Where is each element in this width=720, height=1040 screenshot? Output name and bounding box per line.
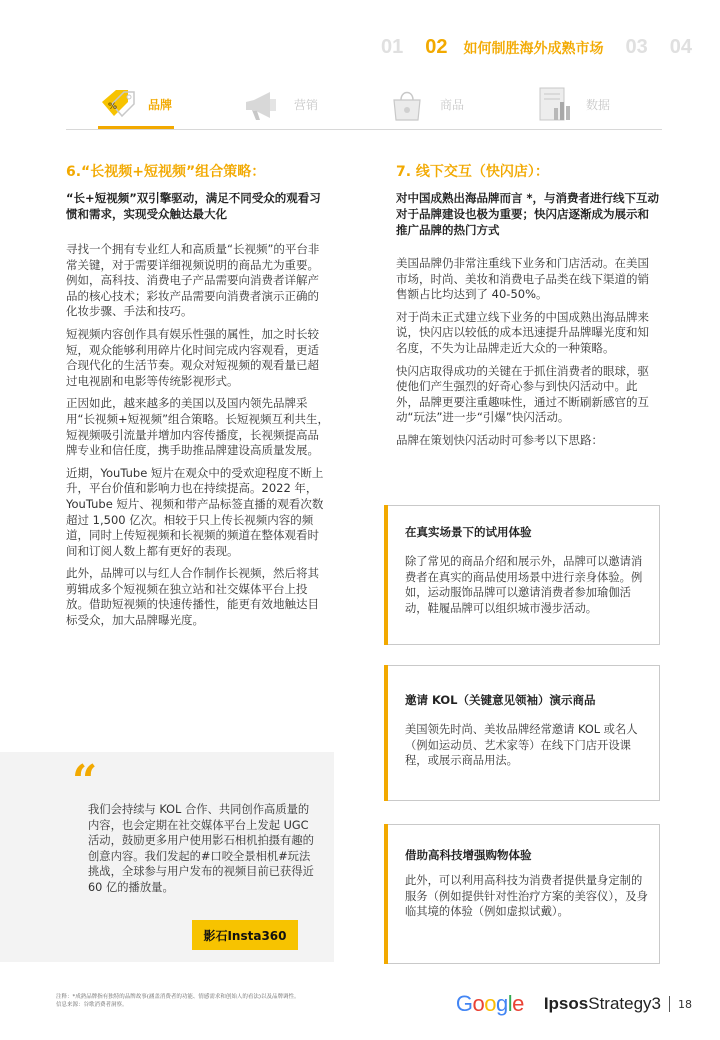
google-logo: Google xyxy=(455,991,524,1016)
idea-box-title: 邀请 KOL（关键意见领袖）演示商品 xyxy=(405,693,596,707)
paragraph: 对于尚未正式建立线下业务的中国成熟出海品牌来说，快闪店以较低的成本迅速提升品牌曝光度和知名度，不失为让品牌走近大众的一种策略。 xyxy=(396,309,649,355)
tab-products-label: 商品 xyxy=(440,97,465,112)
left-column xyxy=(66,162,330,629)
paragraph: 短视频内容创作具有娱乐性强的属性，加之时长较短，观众能够利用碎片化时间完成内容观看，更适合现代化的生活节奏。观众对短视频的观看量已超过电视剧和电影等传统影视形式。 xyxy=(66,326,319,388)
paragraph: 寻找一个拥有专业红人和高质量“长视频”的平台非常关键，对于需要详细视频说明的商品尤为重要。例如，高科技、消费电子产品需要向消费者详解产品的核心技术；彩妆产品需要向消费者演示正确的化妆步骤、手法和技巧。 xyxy=(66,242,320,319)
paragraph: 品牌在策划快闪活动时可参考以下思路： xyxy=(396,432,603,447)
paragraph: 此外，品牌可以与红人合作制作长视频，然后将其剪辑成多个短视频在独立站和社交媒体平台上投放。借助短视频的快速传播性，能更有效地触达目标受众，加大品牌曝光度。 xyxy=(66,566,319,628)
quote-mark-icon: “ xyxy=(72,756,98,807)
paragraph: 快闪店取得成功的关键在于抓住消费者的眼球，驱使他们产生强烈的好奇心参与到快闪活动中。此外，品牌更要注重趣味性，通过不断刷新感官的互动“玩法”进一步“引爆”快闪活动。 xyxy=(396,363,649,425)
bar-chart-icon xyxy=(532,84,578,124)
footnote-source: 信息来源：谷歌消费者洞察。 xyxy=(56,1002,128,1008)
chapter-02[interactable]: 02 xyxy=(425,36,448,58)
section-6-title: 6.“长视频+短视频”组合策略： xyxy=(66,164,266,180)
tab-brand-label: 品牌 xyxy=(148,97,173,112)
shopping-bag-icon xyxy=(386,84,432,124)
section-tabs xyxy=(66,78,662,130)
paragraph: 正因如此，越来越多的美国以及国内领先品牌采用“长视频+短视频”组合策略。长短视频互利共生，短视频吸引流量并增加内容传播度，长视频提高品牌专业和信任度，携手助推品牌建设高质量发展。 xyxy=(66,396,330,458)
idea-box-kol xyxy=(384,665,660,801)
quote-text: 我们会持续与 KOL 合作、共同创作高质量的内容，也会定期在社交媒体平台上发起 UGC 活动，鼓励更多用户使用影石相机拍摄有趣的创意内容。我们发起的#口咬全景相机#玩法挑战，全球参与用户发布的视频目前已获得近 60 亿的播放量。 xyxy=(88,803,314,894)
idea-box-body: 除了常见的商品介绍和展示外，品牌可以邀请消费者在真实的商品使用场景中进行亲身体验。例如，运动服饰品牌可以邀请消费者参加瑜伽活动，鞋履品牌可以组织城市漫步活动。 xyxy=(405,555,643,615)
section-6-subtitle: “长+短视频”双引擎驱动，满足不同受众的观看习惯和需求，实现受众触达最大化 xyxy=(66,191,321,221)
svg-text:%: % xyxy=(108,102,118,112)
chapter-04[interactable]: 04 xyxy=(669,36,692,58)
chapter-title: 如何制胜海外成熟市场 xyxy=(463,41,604,57)
chapter-nav xyxy=(381,36,692,59)
right-column xyxy=(396,162,660,449)
paragraph: 近期，YouTube 短片在观众中的受欢迎程度不断上升，平台价值和影响力也在持续提高。2022 年，YouTube 短片、视频和带产品标签直播的观看次数超过 1,500 亿次。相较于只上传长视频内容的频道，同时上传短视频和长视频的频道在整体观看时间和订阅人数上都有更好的表现。 xyxy=(66,465,324,558)
chapter-03[interactable]: 03 xyxy=(625,36,648,58)
tab-marketing-label: 营销 xyxy=(294,97,319,112)
price-tag-icon xyxy=(94,84,140,124)
section-7-subtitle: 对中国成熟出海品牌而言 *，与消费者进行线下互动对于品牌建设也极为重要；快闪店逐渐成为展示和推广品牌的热门方式 xyxy=(396,191,660,237)
tab-data[interactable] xyxy=(504,78,650,130)
quote-brand-badge: 影石Insta360 xyxy=(192,920,298,950)
tabs-divider xyxy=(66,129,662,130)
idea-box-hightech xyxy=(384,824,660,964)
paragraph: 美国品牌仍非常注重线下业务和门店活动。在美国市场，时尚、美妆和消费电子品类在线下渠道的销售额占比均达到了 40-50%。 xyxy=(396,256,649,302)
chapter-01[interactable]: 01 xyxy=(381,36,404,58)
idea-box-body: 美国领先时尚、美妆品牌经常邀请 KOL 或名人（例如运动员、艺术家等）在线下门店开设课程，或展示商品用法。 xyxy=(405,723,638,768)
idea-box-title: 在真实场景下的试用体验 xyxy=(405,525,532,539)
footer-divider xyxy=(669,996,670,1012)
footnote xyxy=(56,993,386,1009)
section-7-title: 7. 线下交互（快闪店）： xyxy=(396,164,549,180)
footnote-note: 注释：*成熟品牌指有独特的品牌故事(涵盖消费者的功能、情感需求和创始人的看法)以及品牌调性。 xyxy=(56,994,300,1000)
megaphone-icon xyxy=(240,84,286,124)
tab-data-label: 数据 xyxy=(586,97,611,112)
footer-logos xyxy=(456,990,692,1018)
tab-brand[interactable] xyxy=(66,78,212,130)
tab-marketing[interactable] xyxy=(212,78,358,130)
idea-box-body: 此外，可以利用高科技为消费者提供量身定制的服务（例如提供针对性治疗方案的美容仪），及身临其境的体验（例如虚拟试戴）。 xyxy=(405,874,648,919)
page-number: 18 xyxy=(678,997,692,1011)
ipsos-strategy3-logo: IpsosStrategy3 xyxy=(543,994,661,1013)
idea-box-title: 借助高科技增强购物体验 xyxy=(405,848,532,862)
idea-box-trial xyxy=(384,505,660,645)
tab-products[interactable] xyxy=(358,78,504,130)
